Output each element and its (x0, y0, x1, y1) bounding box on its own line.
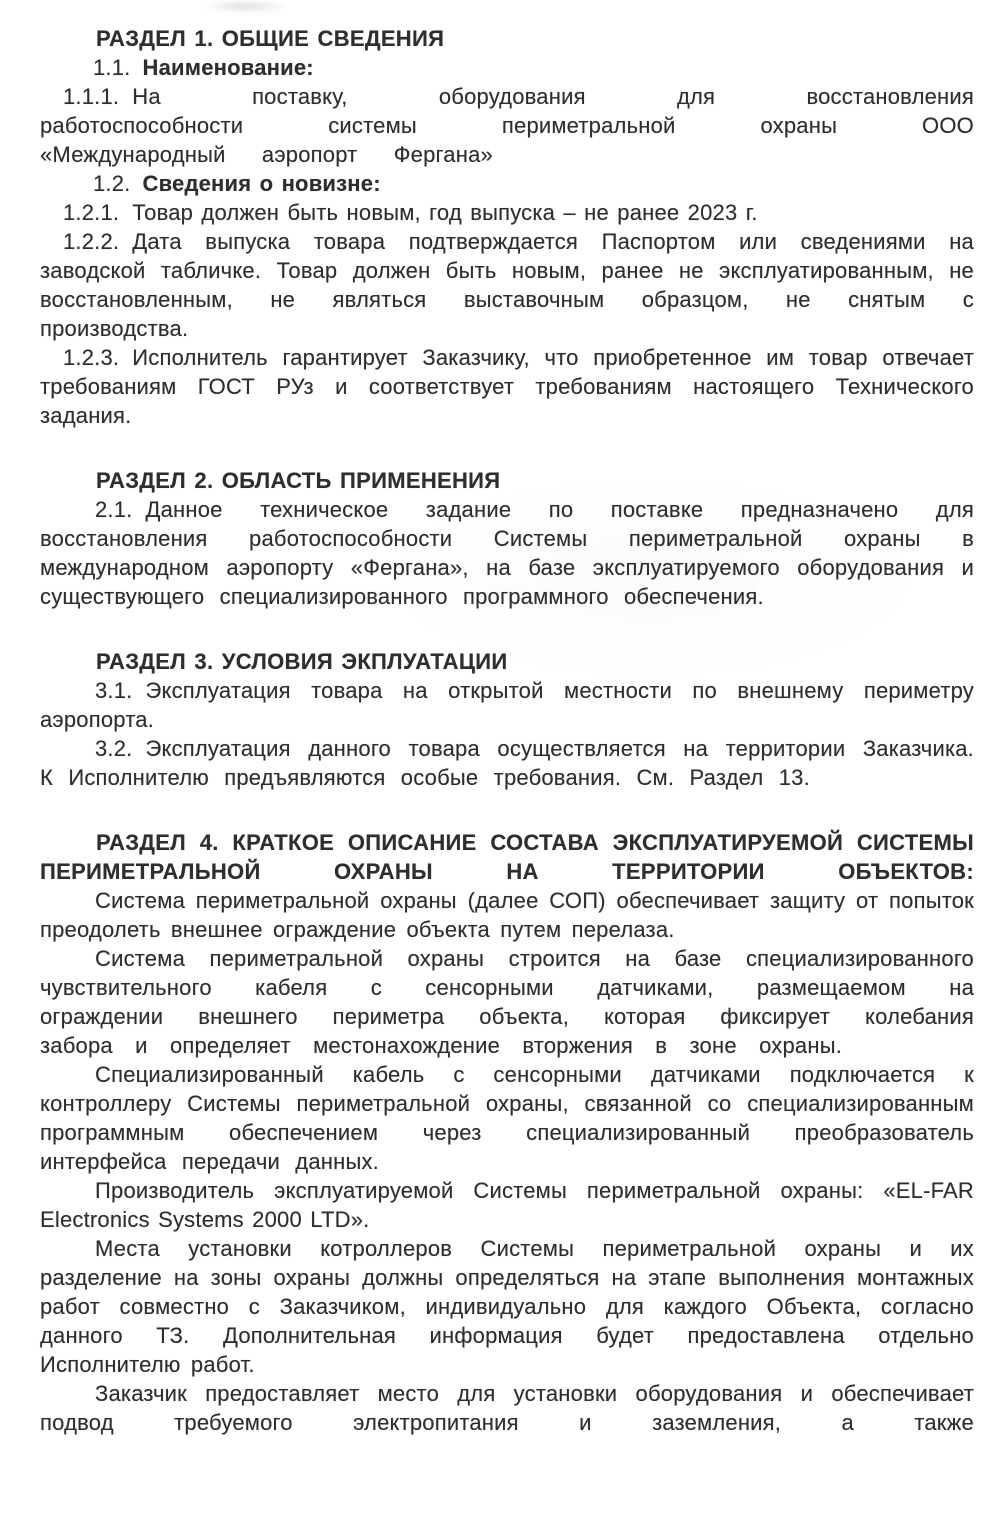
paragraph-1-2-2-number: 1.2.2. (63, 229, 120, 254)
paragraph-2-1-number: 2.1. (95, 497, 133, 522)
paragraph-1-2-3-text: Исполнитель гарантирует Заказчику, что приобретенное им товар отвечает требованиям ГОСТ РУз и соответствует требованиям настоящего Технического задания. (40, 345, 974, 428)
scan-smudge-artifact (200, 0, 290, 13)
document-body (40, 24, 974, 1437)
paragraph-3-1-text: Эксплуатация товара на открытой местности по внешнему периметру аэропорта. (40, 678, 974, 732)
subhead-1-1 (40, 53, 974, 82)
paragraph-1-2-1-text: Товар должен быть новым, год выпуска – не ранее 2023 г. (132, 200, 758, 225)
paragraph-1-2-1-number: 1.2.1. (63, 200, 120, 225)
paragraph-3-1-number: 3.1. (95, 678, 133, 703)
subhead-1-2 (40, 169, 974, 198)
paragraph-3-2-text: Эксплуатация данного товара осуществляется на территории Заказчика. К Исполнителю предъявляются особые требования. См. Раздел 13. (40, 736, 974, 790)
subhead-1-1-label: Наименование: (142, 55, 314, 80)
section-1-general-info (40, 24, 974, 430)
section-4-paragraph-6: Заказчик предоставляет место для установки оборудования и обеспечивает подвод требуемого электропитания и заземления, а также (40, 1381, 974, 1435)
paragraph-3-2-number: 3.2. (95, 736, 133, 761)
paragraph-1-2-3 (40, 343, 974, 430)
subhead-1-2-number: 1.2. (93, 171, 131, 196)
paragraph-2-1 (40, 495, 974, 611)
paragraph-1-2-1 (40, 198, 974, 227)
paragraph-1-2-3-number: 1.2.3. (63, 345, 120, 370)
section-3-heading: РАЗДЕЛ 3. УСЛОВИЯ ЭКПЛУАТАЦИИ (96, 649, 508, 674)
subhead-1-2-label: Сведения о новизне: (142, 171, 381, 196)
section-1-heading: РАЗДЕЛ 1. ОБЩИЕ СВЕДЕНИЯ (96, 26, 445, 51)
section-4-system-description (40, 828, 974, 1437)
section-3-operating-conditions (40, 647, 974, 792)
section-4-paragraph-4: Производитель эксплуатируемой Системы периметральной охраны: «EL-FAR Electronics Systems 2000 LTD». (40, 1178, 974, 1232)
section-4-heading: РАЗДЕЛ 4. КРАТКОЕ ОПИСАНИЕ СОСТАВА ЭКСПЛУАТИРУЕМОЙ СИСТЕМЫ ПЕРИМЕТРАЛЬНОЙ ОХРАНЫ НА ТЕРРИТОРИИ ОБЪЕКТОВ: (40, 830, 974, 884)
paragraph-2-1-text: Данное техническое задание по поставке предназначено для восстановления работоспособности Системы периметральной охраны в международном аэропорту «Фергана», на базе эксплуатируемого оборудования и существующего специализированного программного обеспечения. (40, 497, 974, 609)
paragraph-1-2-2-text: Дата выпуска товара подтверждается Паспортом или сведениями на заводской табличке. Товар должен быть новым, ранее не эксплуатированным, не восстановленным, не являться выставочным образцом, не снятым с производства. (40, 229, 974, 341)
paragraph-3-2 (40, 734, 974, 792)
section-4-paragraph-2: Система периметральной охраны строится на базе специализированного чувствительного кабеля с сенсорными датчиками, размещаемом на ограждении внешнего периметра объекта, которая фиксирует колебания забора и определяет местонахождение вторжения в зоне охраны. (40, 946, 974, 1058)
section-2-heading: РАЗДЕЛ 2. ОБЛАСТЬ ПРИМЕНЕНИЯ (96, 468, 501, 493)
paragraph-1-1-1-text: На поставку, оборудования для восстановления работоспособности системы периметральной охраны ООО «Международный аэропорт Фергана» (40, 84, 974, 167)
paragraph-1-1-1 (40, 82, 974, 169)
section-4-paragraph-3: Специализированный кабель с сенсорными датчиками подключается к контроллеру Системы периметральной охраны, связанной со специализированным программным обеспечением через специализированный преобразователь интерфейса передачи данных. (40, 1062, 974, 1174)
subhead-1-1-number: 1.1. (93, 55, 131, 80)
section-4-paragraph-5: Места установки котроллеров Системы периметральной охраны и их разделение на зоны охраны должны определяться на этапе выполнения монтажных работ совместно с Заказчиком, индивидуально для каждого Объекта, согласно данного ТЗ. Дополнительная информация будет предоставлена отдельно Исполнителю работ. (40, 1236, 974, 1377)
paragraph-1-1-1-number: 1.1.1. (63, 84, 120, 109)
section-2-scope (40, 466, 974, 611)
paragraph-1-2-2 (40, 227, 974, 343)
section-4-paragraph-1: Система периметральной охраны (далее СОП) обеспечивает защиту от попыток преодолеть внешнее ограждение объекта путем перелаза. (40, 888, 974, 942)
paragraph-3-1 (40, 676, 974, 734)
